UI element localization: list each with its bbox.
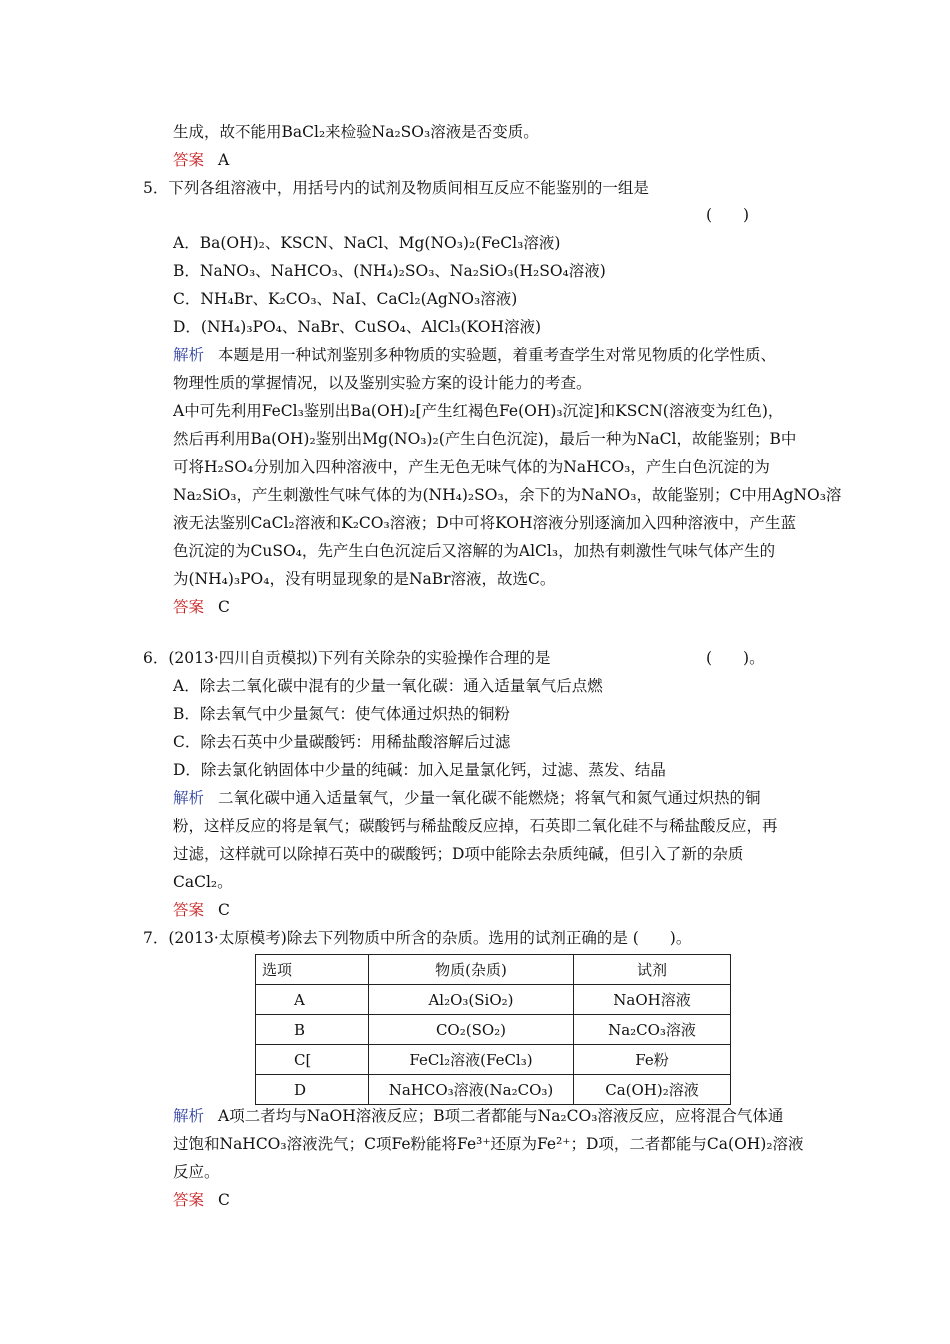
analysis-label: 解析 — [173, 1107, 205, 1125]
table-cell: NaOH溶液 — [574, 985, 731, 1015]
question-7-stem: 7．(2013·太原模考)除去下列物质中所含的杂质。选用的试剂正确的是 ( )。 — [143, 929, 692, 947]
analysis-text: A中可先利用FeCl₃鉴别出Ba(OH)₂[产生红褐色Fe(OH)₃沉淀]和KSCN(溶液变为红色)， — [173, 402, 784, 420]
answer-row — [173, 900, 230, 920]
table-row — [256, 1015, 731, 1045]
answer-value: C — [218, 598, 230, 616]
analysis-text: 反应。 — [173, 1163, 220, 1181]
answer-row — [173, 150, 229, 170]
analysis-text: 过饱和NaHCO₃溶液洗气；C项Fe粉能将Fe³⁺还原为Fe²⁺；D项，二者都能与Ca(OH)₂溶液 — [173, 1135, 804, 1153]
question-6-stem: 6．(2013·四川自贡模拟)下列有关除杂的实验操作合理的是 — [143, 649, 551, 667]
analysis-text: 可将H₂SO₄分别加入四种溶液中，产生无色无味气体的为NaHCO₃，产生白色沉淀的为 — [173, 458, 770, 476]
table-cell: B — [256, 1015, 369, 1045]
analysis-text: A项二者均与NaOH溶液反应；B项二者都能与Na₂CO₃溶液反应，应将混合气体通 — [218, 1107, 784, 1125]
answer-label: 答案 — [173, 901, 205, 919]
table-row — [256, 1045, 731, 1075]
analysis-text: 为(NH₄)₃PO₄，没有明显现象的是NaBr溶液，故选C。 — [173, 570, 556, 588]
analysis-row — [173, 788, 761, 808]
answer-row — [173, 1190, 230, 1210]
analysis-text: Na₂SiO₃，产生刺激性气味气体的为(NH₄)₂SO₃，余下的为NaNO₃，故能鉴别；C中用AgNO₃溶 — [173, 486, 842, 504]
option-b: B．除去氧气中少量氮气：使气体通过炽热的铜粉 — [173, 705, 510, 723]
table-cell: Fe粉 — [574, 1045, 731, 1075]
analysis-text: 色沉淀的为CuSO₄，先产生白色沉淀后又溶解的为AlCl₃，加热有刺激性气味气体产生的 — [173, 542, 776, 560]
analysis-text: 二氧化碳中通入适量氧气，少量一氧化碳不能燃烧；将氧气和氮气通过炽热的铜 — [218, 789, 761, 807]
table-header-row — [256, 955, 731, 985]
table-cell: NaHCO₃溶液(Na₂CO₃) — [369, 1075, 574, 1105]
option-c: C．除去石英中少量碳酸钙：用稀盐酸溶解后过滤 — [173, 733, 511, 751]
analysis-text: 过滤，这样就可以除掉石英中的碳酸钙；D项中能除去杂质纯碱，但引入了新的杂质 — [173, 845, 744, 863]
answer-label: 答案 — [173, 1191, 205, 1209]
answer-value: C — [218, 1191, 230, 1209]
table-cell: C[ — [256, 1045, 369, 1075]
table-cell: CO₂(SO₂) — [369, 1015, 574, 1045]
analysis-text: CaCl₂。 — [173, 873, 233, 891]
option-c: C．NH₄Br、K₂CO₃、NaI、CaCl₂(AgNO₃溶液) — [173, 290, 518, 308]
table-cell: Ca(OH)₂溶液 — [574, 1075, 731, 1105]
table-cell: A — [256, 985, 369, 1015]
analysis-text: 粉，这样反应的将是氧气；碳酸钙与稀盐酸反应掉，石英即二氧化硅不与稀盐酸反应，再 — [173, 817, 778, 835]
analysis-row — [173, 1106, 783, 1126]
question-6-answer-blank: ( )。 — [706, 649, 765, 667]
analysis-label: 解析 — [173, 346, 205, 364]
answer-value: A — [218, 151, 230, 169]
answer-label: 答案 — [173, 598, 205, 616]
table-row — [256, 1075, 731, 1105]
table-cell: FeCl₂溶液(FeCl₃) — [369, 1045, 574, 1075]
analysis-text: 然后再利用Ba(OH)₂鉴别出Mg(NO₃)₂(产生白色沉淀)，最后一种为NaCl，故能鉴别；B中 — [173, 430, 797, 448]
question-5-answer-blank: ( ) — [706, 206, 750, 224]
table-cell: Na₂CO₃溶液 — [574, 1015, 731, 1045]
answer-label: 答案 — [173, 151, 205, 169]
question-5-stem: 5．下列各组溶液中，用括号内的试剂及物质间相互反应不能鉴别的一组是 — [143, 179, 649, 197]
option-d: D．(NH₄)₃PO₄、NaBr、CuSO₄、AlCl₃(KOH溶液) — [173, 318, 542, 336]
option-a: A．除去二氧化碳中混有的少量一氧化碳：通入适量氧气后点燃 — [173, 677, 603, 695]
analysis-text: 本题是用一种试剂鉴别多种物质的实验题，着重考查学生对常见物质的化学性质、 — [218, 346, 777, 364]
table-header-cell: 物质(杂质) — [369, 955, 574, 985]
table-cell: Al₂O₃(SiO₂) — [369, 985, 574, 1015]
analysis-label: 解析 — [173, 789, 205, 807]
option-a: A．Ba(OH)₂、KSCN、NaCl、Mg(NO₃)₂(FeCl₃溶液) — [173, 234, 561, 252]
table-row — [256, 985, 731, 1015]
analysis-row — [173, 345, 776, 365]
answer-row — [173, 597, 230, 617]
analysis-text: 液无法鉴别CaCl₂溶液和K₂CO₃溶液；D中可将KOH溶液分别逐滴加入四种溶液中，产生蓝 — [173, 514, 797, 532]
table-cell: D — [256, 1075, 369, 1105]
table-header-cell: 选项 — [256, 955, 369, 985]
option-d: D．除去氯化钠固体中少量的纯碱：加入足量氯化钙，过滤、蒸发、结晶 — [173, 761, 666, 779]
continuation-text: 生成，故不能用BaCl₂来检验Na₂SO₃溶液是否变质。 — [173, 123, 539, 141]
reagent-table — [255, 954, 731, 1105]
option-b: B．NaNO₃、NaHCO₃、(NH₄)₂SO₃、Na₂SiO₃(H₂SO₄溶液) — [173, 262, 606, 280]
answer-value: C — [218, 901, 230, 919]
analysis-text: 物理性质的掌握情况，以及鉴别实验方案的设计能力的考查。 — [173, 374, 592, 392]
table-header-cell: 试剂 — [574, 955, 731, 985]
